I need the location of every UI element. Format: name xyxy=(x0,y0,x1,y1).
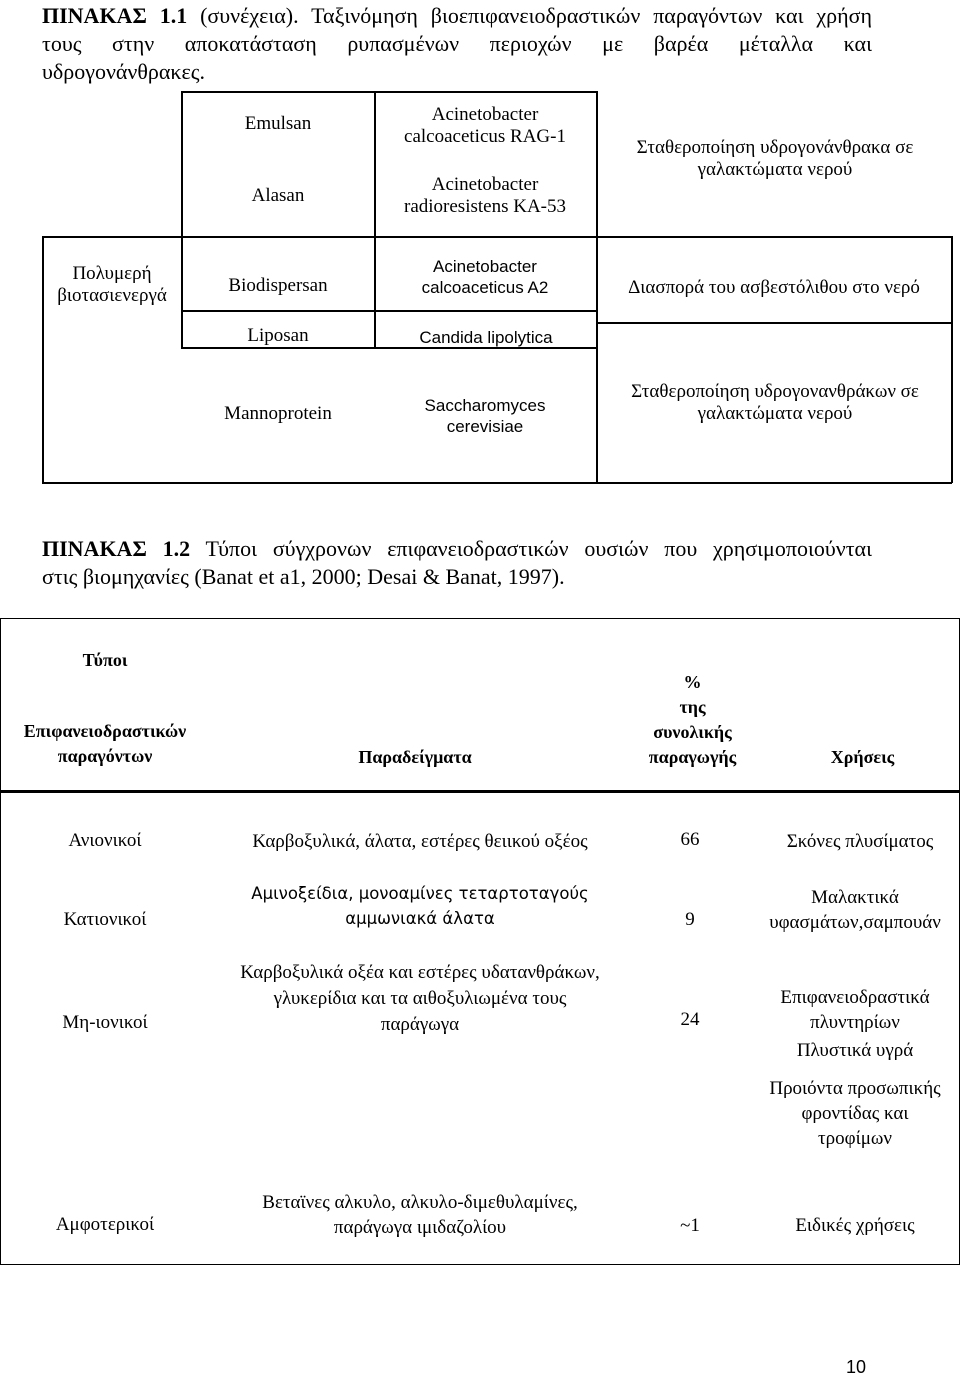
table1-caption-line1: (συνέχεια). Ταξινόμηση βιοεπιφανειοδραστικών παραγόντων και χρήση xyxy=(187,3,872,28)
mannoprotein-cell: Mannoprotein xyxy=(224,403,332,424)
emulsan-cell: Emulsan xyxy=(244,113,312,134)
mannoprotein-organism: Saccharomyces cerevisiae xyxy=(424,396,546,436)
pct-cationic: 9 xyxy=(685,909,695,930)
uses-nonionic: Επιφανειοδραστικά πλυντηρίων Πλυστικά υγρά Προιόντα προσωπικής φροντίδας και τροφίμων xyxy=(769,987,941,1149)
alasan-organism: Acinetobacter radioresistens KA-53 xyxy=(404,174,566,217)
page-number: 10 xyxy=(845,1357,867,1377)
uses-anionic: Σκόνες πλυσίματος xyxy=(786,831,934,852)
header-uses: Χρήσεις xyxy=(830,747,895,767)
table2-caption xyxy=(42,535,872,591)
table2-label: ΠΙΝΑΚΑΣ 1.2 xyxy=(42,536,191,561)
biodispersan-cell: Biodispersan xyxy=(228,275,328,296)
examples-cationic: Αμινοξείδια, μονοαμίνες τεταρτοταγούς αμμωνιακά άλατα xyxy=(251,884,589,928)
type-cationic: Κατιονικοί xyxy=(63,909,147,930)
header-percent: % της συνολικής παραγωγής xyxy=(648,672,737,767)
table2-caption-line1: Τύποι σύγχρονων επιφανειοδραστικών ουσιών που χρησιμοποιούνται xyxy=(190,536,872,561)
liposan-organism: Candida lipolytica xyxy=(419,327,553,347)
header-types: Τύποι Επιφανειοδραστικών παραγόντων xyxy=(23,650,187,766)
alasan-cell: Alasan xyxy=(251,185,305,206)
examples-nonionic: Καρβοξυλικά οξέα και εστέρες υδατανθράκων, γλυκερίδια και τα αιθοξυλιωμένα τους παράγωγα xyxy=(240,962,600,1035)
table1-caption xyxy=(42,2,872,86)
emulsan-use: Σταθεροποίηση υδρογονάνθρακα σε γαλακτώματα νερού xyxy=(636,137,914,180)
table1-label: ΠΙΝΑΚΑΣ 1.1 xyxy=(42,3,188,28)
pct-anionic: 66 xyxy=(680,829,700,850)
table1-caption-line2: τους στην αποκατάσταση ρυπασμένων περιοχών με βαρέα μέταλλα και xyxy=(42,31,872,56)
uses-cationic: Μαλακτικά υφασμάτων,σαμπουάν xyxy=(769,887,941,933)
examples-anionic: Καρβοξυλικά, άλατα, εστέρες θειικού οξέος xyxy=(252,831,588,852)
uses-amphoteric: Ειδικές χρήσεις xyxy=(795,1215,915,1236)
biodispersan-use: Διασπορά του ασβεστόλιθου στο νερό xyxy=(628,277,920,298)
header-examples: Παραδείγματα xyxy=(358,747,472,767)
emulsan-organism: Acinetobacter calcoaceticus RAG-1 xyxy=(404,104,566,147)
pct-amphoteric: ~1 xyxy=(680,1215,700,1236)
category-cell: Πολυμερή βιοτασιενεργά xyxy=(57,263,167,306)
type-anionic: Ανιονικοί xyxy=(68,830,142,851)
pct-nonionic: 24 xyxy=(680,1009,700,1030)
examples-amphoteric: Βεταϊνες αλκυλο, αλκυλο-διμεθυλαμίνες, παράγωγα ιμιδαζολίου xyxy=(262,1192,578,1238)
mannoprotein-use: Σταθεροποίηση υδρογονανθράκων σε γαλακτώματα νερού xyxy=(631,381,919,424)
table2-caption-line2: στις βιομηχανίες (Banat et a1, 2000; Desai & Banat, 1997). xyxy=(42,564,565,589)
type-nonionic: Μη-ιονικοί xyxy=(62,1012,148,1033)
table1-caption-line3: υδρογονάνθρακες. xyxy=(42,59,205,84)
biodispersan-organism: Acinetobacter calcoaceticus A2 xyxy=(421,257,549,297)
type-amphoteric: Αμφοτερικοί xyxy=(55,1214,155,1235)
liposan-cell: Liposan xyxy=(247,325,309,346)
